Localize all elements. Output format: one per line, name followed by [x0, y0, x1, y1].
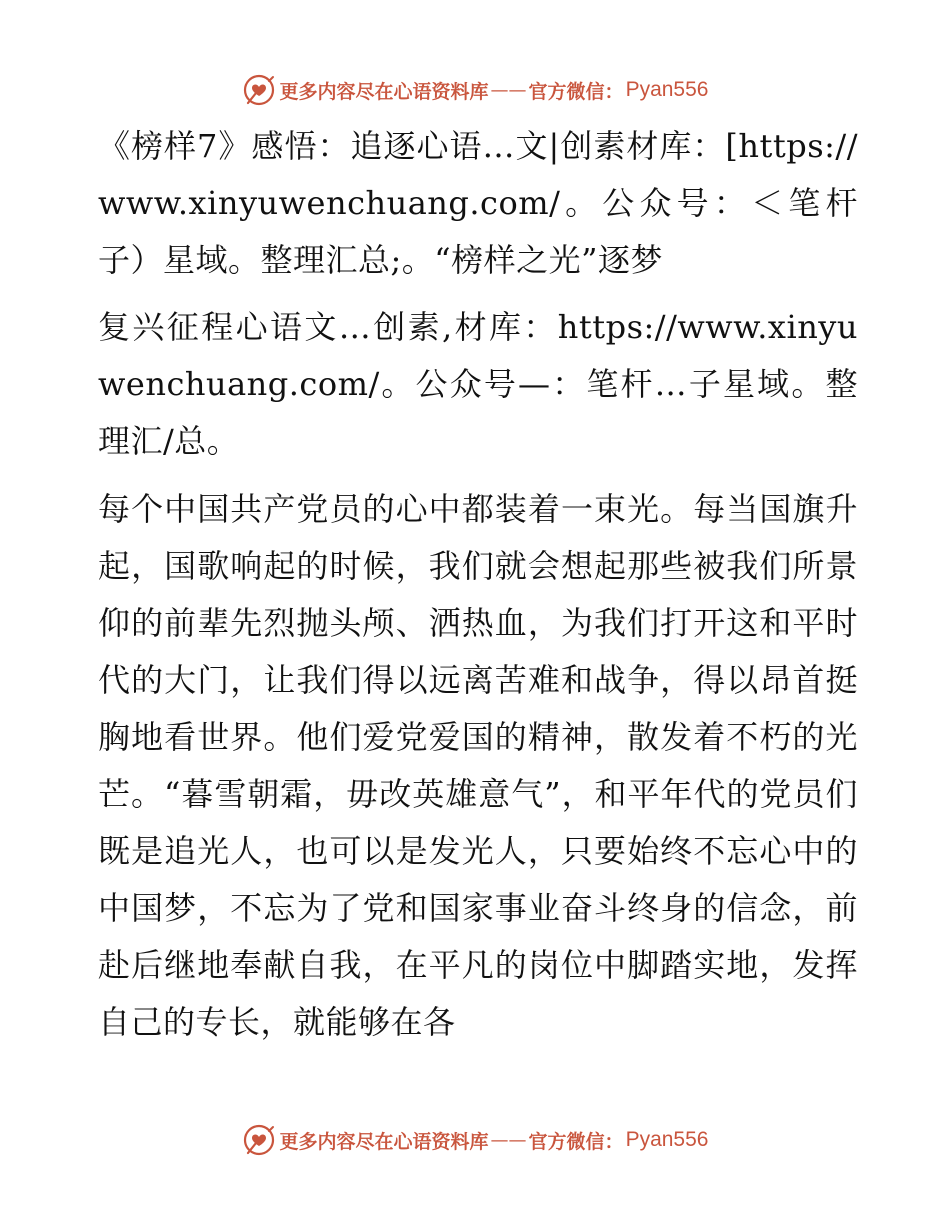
watermark-separator: ——	[490, 79, 527, 101]
watermark-text: 更多内容尽在心语资料库	[279, 1130, 489, 1153]
heart-pen-logo-icon	[242, 1123, 276, 1157]
paragraph-3: 每个中国共产党员的心中都装着一束光。每当国旗升起，国歌响起的时候，我们就会想起那些被我们所景仰的前辈先烈抛头颅、洒热血，为我们打开这和平时代的大门，让我们得以远离苦难和战争，得以昂首挺胸地看世界。他们爱党爱国的精神，散发着不朽的光芒。“暮雪朝霜，毋改英雄意气”，和平年代的党员们既是追光人，也可以是发光人，只要始终不忘心中的中国梦，不忘为了党和国家事业奋斗终身的信念，前赴后继地奉献自我，在平凡的岗位中脚踏实地，发挥自己的专长，就能够在各	[98, 490, 858, 1041]
watermark-label: 官方微信：	[528, 80, 624, 103]
watermark-wechat-id: Pyan556	[625, 78, 709, 101]
paragraph-1: 《榜样7》感悟：追逐心语…文|创素材库：[https://www.xinyuwenchuang.com/。公众号：＜笔杆子）星域。整理汇总;。“榜样之光”逐梦	[98, 127, 858, 279]
watermark-text: 更多内容尽在心语资料库	[279, 80, 489, 103]
watermark-label: 官方微信：	[528, 1130, 624, 1153]
paragraph-2: 复兴征程心语文…创素,材库：https://www.xinyuwenchuang.com/。公众号—：笔杆…子星域。整理汇/总。	[98, 308, 858, 460]
footer-watermark	[0, 1120, 950, 1160]
watermark-wechat-id: Pyan556	[625, 1128, 709, 1151]
heart-pen-logo-icon	[242, 73, 276, 107]
watermark-separator: ——	[490, 1129, 527, 1151]
document-body	[98, 118, 858, 1051]
header-watermark	[0, 70, 950, 110]
